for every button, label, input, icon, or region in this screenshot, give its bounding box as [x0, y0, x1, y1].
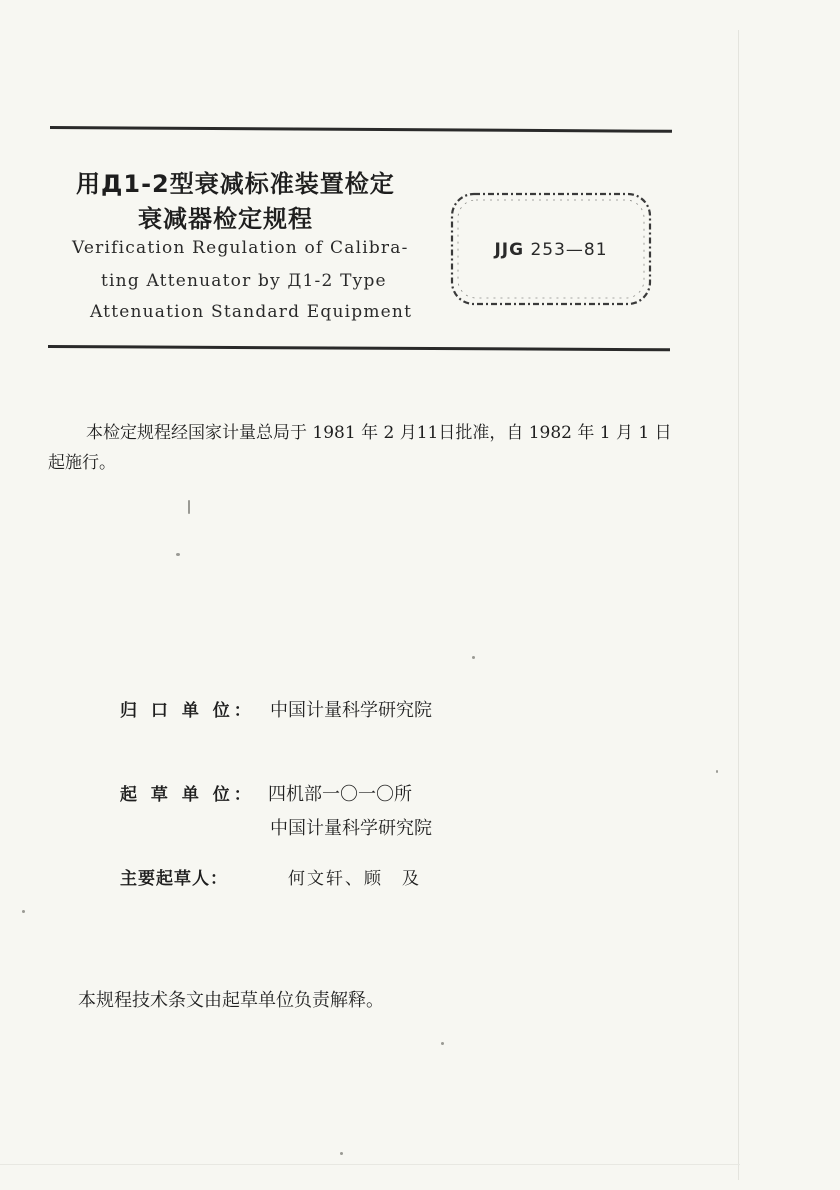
main-drafters-value: 何文轩、顾 及: [288, 869, 421, 889]
scan-speck: [472, 656, 475, 659]
title-en-line3: Attenuation Standard Equipment: [90, 302, 413, 322]
drafting-unit-value-2: 中国计量科学研究院: [270, 818, 432, 839]
title-cn-line1: 用Д1-2型衰减标准装置检定: [76, 170, 395, 198]
scan-edge-bottom: [0, 1164, 740, 1165]
drafting-unit-label: 起 草 单 位：: [120, 785, 255, 805]
approval-text: 本检定规程经国家计量总局于 1981 年 2 月11日批准，自 1982 年 1 月 1 日起施行。: [48, 423, 672, 473]
bottom-rule: [48, 345, 670, 351]
standard-code-prefix: JJG: [494, 240, 525, 260]
interpretation-note: 本规程技术条文由起草单位负责解释。: [78, 990, 384, 1011]
main-drafters-label: 主要起草人：: [120, 869, 228, 889]
standard-code: [446, 240, 656, 260]
scan-speck: [340, 1152, 343, 1155]
standard-code-number: 253—81: [530, 240, 608, 260]
title-en-line1: Verification Regulation of Calibra-: [72, 238, 409, 258]
scan-speck: [716, 770, 718, 773]
top-rule: [50, 126, 672, 133]
scan-edge-right: [738, 30, 739, 1180]
scan-speck: [188, 500, 190, 514]
drafting-unit-value-1: 四机部一〇一〇所: [268, 784, 412, 805]
approval-statement: [48, 418, 688, 478]
standard-code-badge: [446, 186, 656, 310]
title-en-line2: ting Attenuator by Д1-2 Type: [101, 271, 387, 291]
scan-speck: [22, 910, 25, 913]
responsible-unit-value: 中国计量科学研究院: [270, 700, 432, 721]
scan-speck: [441, 1042, 444, 1045]
scan-speck: [176, 553, 180, 556]
responsible-unit-label: 归 口 单 位：: [120, 701, 255, 721]
title-cn-line2: 衰减器检定规程: [138, 205, 313, 233]
